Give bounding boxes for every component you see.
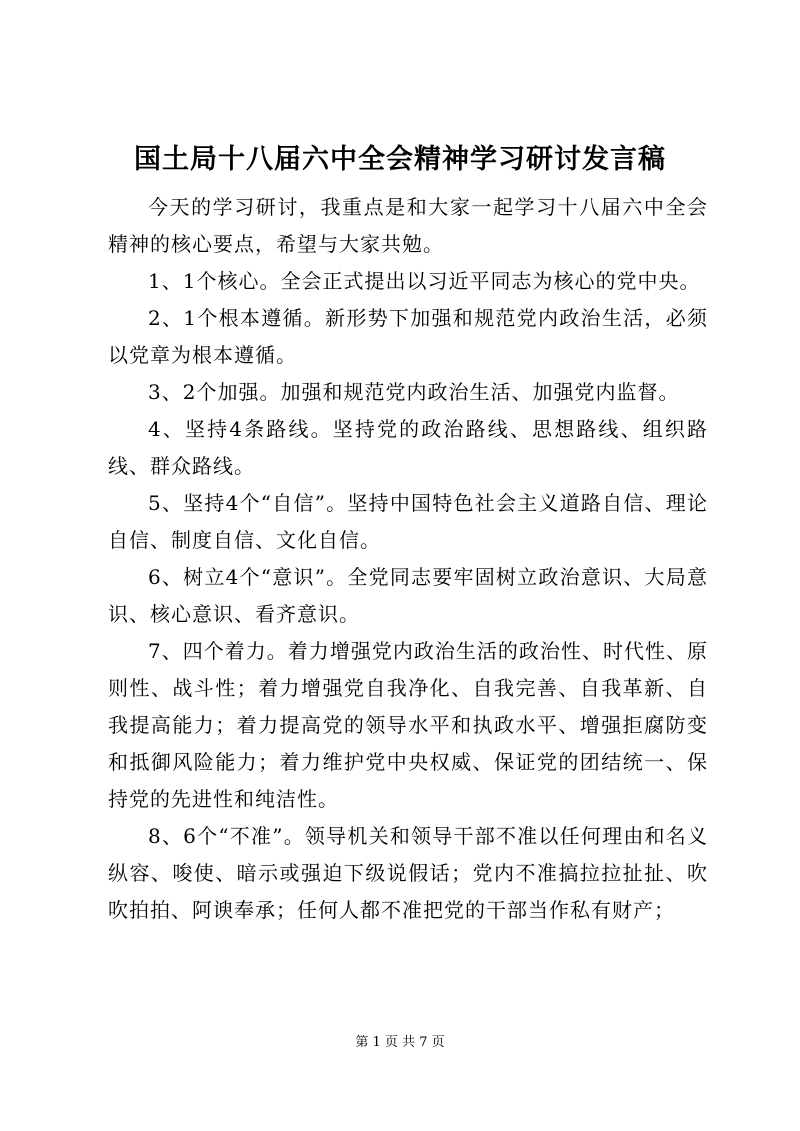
paragraph-item-3: 3、2个加强。加强和规范党内政治生活、加强党内监督。 bbox=[148, 380, 680, 404]
paragraph-intro: 今天的学习研讨，我重点是和大家一起学习十八届六中全会精神的核心要点，希望与大家共勉。 bbox=[108, 195, 708, 256]
paragraph-item-7: 7、四个着力。着力增强党内政治生活的政治性、时代性、原则性、战斗性；着力增强党自我净化、自我完善、自我革新、自我提高能力；着力提高党的领导水平和执政水平、增强拒腐防变和抵御风险能力；着力维护党中央权威、保证党的团结统一、保持党的先进性和纯洁性。 bbox=[108, 639, 708, 811]
document-title: 国土局十八届六中全会精神学习研讨发言稿 bbox=[134, 144, 666, 175]
paragraph-item-6: 6、树立4个“意识”。全党同志要牢固树立政治意识、大局意识、核心意识、看齐意识。 bbox=[108, 565, 708, 626]
paragraph-item-1: 1、1个核心。全会正式提出以习近平同志为核心的党中央。 bbox=[148, 269, 701, 293]
paragraph-item-2: 2、1个根本遵循。新形势下加强和规范党内政治生活，必须以党章为根本遵循。 bbox=[108, 306, 708, 367]
page-number-footer: 第 1 页 共 7 页 bbox=[355, 1035, 445, 1050]
document-body bbox=[108, 189, 708, 929]
paragraph-item-8: 8、6个“不准”。领导机关和领导干部不准以任何理由和名义纵容、唆使、暗示或强迫下级说假话；党内不准搞拉拉扯扯、吹吹拍拍、阿谀奉承；任何人都不准把党的干部当作私有财产； bbox=[108, 824, 708, 922]
paragraph-item-4: 4、坚持4条路线。坚持党的政治路线、思想路线、组织路线、群众路线。 bbox=[108, 417, 708, 478]
paragraph-item-5: 5、坚持4个“自信”。坚持中国特色社会主义道路自信、理论自信、制度自信、文化自信。 bbox=[108, 491, 708, 552]
